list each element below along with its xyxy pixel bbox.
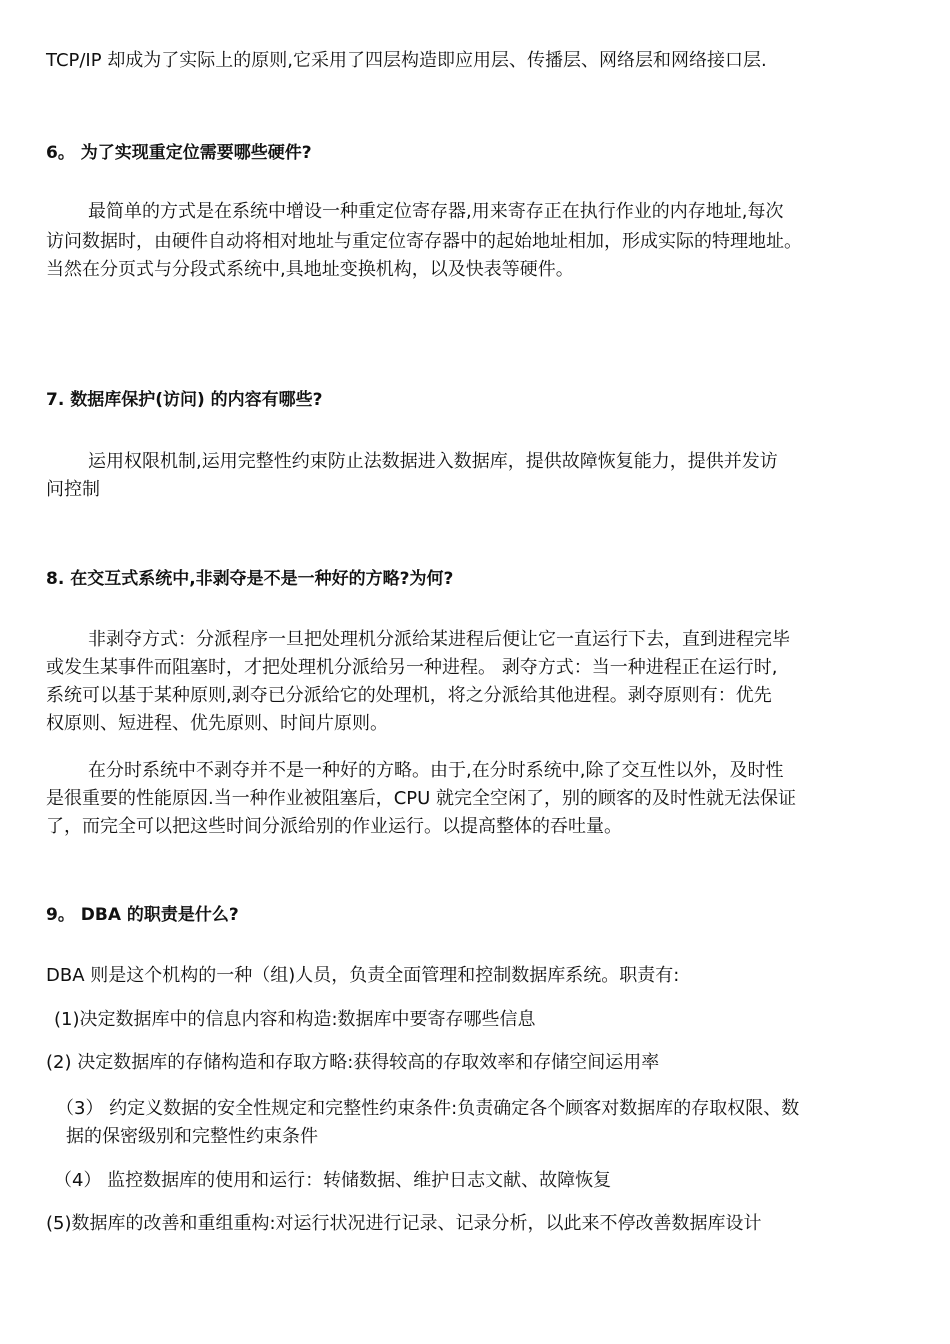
q7-text-line-1: 运用权限机制,运用完整性约束防止法数据进入数据库，提供故障恢复能力，提供并发访 <box>88 451 778 472</box>
q6-text-line-3: 当然在分页式与分段式系统中,具地址变换机构，以及快表等硬件。 <box>46 259 574 280</box>
q8-p2-line-3: 了，而完全可以把这些时间分派给别的作业运行。以提高整体的吞吐量。 <box>46 816 622 837</box>
q8-p1-line-4: 权原则、短进程、优先原则、时间片原则。 <box>46 713 388 734</box>
q9-heading: 9。 DBA 的职责是什么? <box>46 905 239 925</box>
q6-text-line-1: 最简单的方式是在系统中增设一种重定位寄存器,用来寄存正在执行作业的内存地址,每次 <box>88 201 784 222</box>
q7-text-line-2: 问控制 <box>46 479 100 500</box>
q8-p2-line-1: 在分时系统中不剥夺并不是一种好的方略。由于,在分时系统中,除了交互性以外，及时性 <box>88 760 784 781</box>
q8-p2-line-2: 是很重要的性能原因.当一种作业被阻塞后，CPU 就完全空闲了，别的顾客的及时性就无法保证 <box>46 788 797 809</box>
intro-line: TCP/IP 却成为了实际上的原则,它采用了四层构造即应用层、传播层、网络层和网络接口层. <box>46 50 767 71</box>
q9-item-1: (1)决定数据库中的信息内容和构造:数据库中要寄存哪些信息 <box>54 1009 536 1030</box>
q9-item-5: (5)数据库的改善和重组重构:对运行状况进行记录、记录分析，以此来不停改善数据库设计 <box>46 1213 762 1234</box>
q6-text-line-2: 访问数据时，由硬件自动将相对地址与重定位寄存器中的起始地址相加，形成实际的特理地址。 <box>46 231 802 252</box>
q9-item-4: （4） 监控数据库的使用和运行：转储数据、维护日志文献、故障恢复 <box>54 1170 612 1191</box>
q8-p1-line-3: 系统可以基于某种原则,剥夺已分派给它的处理机，将之分派给其他进程。剥夺原则有：优先 <box>46 685 772 706</box>
q9-item-2: (2) 决定数据库的存储构造和存取方略:获得较高的存取效率和存储空间运用率 <box>46 1052 660 1073</box>
q9-item-3-line-1: （3） 约定义数据的安全性规定和完整性约束条件:负责确定各个顾客对数据库的存取权限、数 <box>56 1098 800 1119</box>
q7-heading: 7. 数据库保护(访问) 的内容有哪些? <box>46 390 323 410</box>
q6-heading: 6。 为了实现重定位需要哪些硬件? <box>46 143 312 163</box>
q9-intro: DBA 则是这个机构的一种（组)人员，负责全面管理和控制数据库系统。职责有: <box>46 965 680 986</box>
q8-p1-line-1: 非剥夺方式：分派程序一旦把处理机分派给某进程后便让它一直运行下去，直到进程完毕 <box>88 629 790 650</box>
q9-item-3-line-2: 据的保密级别和完整性约束条件 <box>66 1126 318 1147</box>
q8-p1-line-2: 或发生某事件而阻塞时，才把处理机分派给另一种进程。 剥夺方式：当一种进程正在运行时, <box>46 657 778 678</box>
q8-heading: 8. 在交互式系统中,非剥夺是不是一种好的方略?为何? <box>46 569 454 589</box>
